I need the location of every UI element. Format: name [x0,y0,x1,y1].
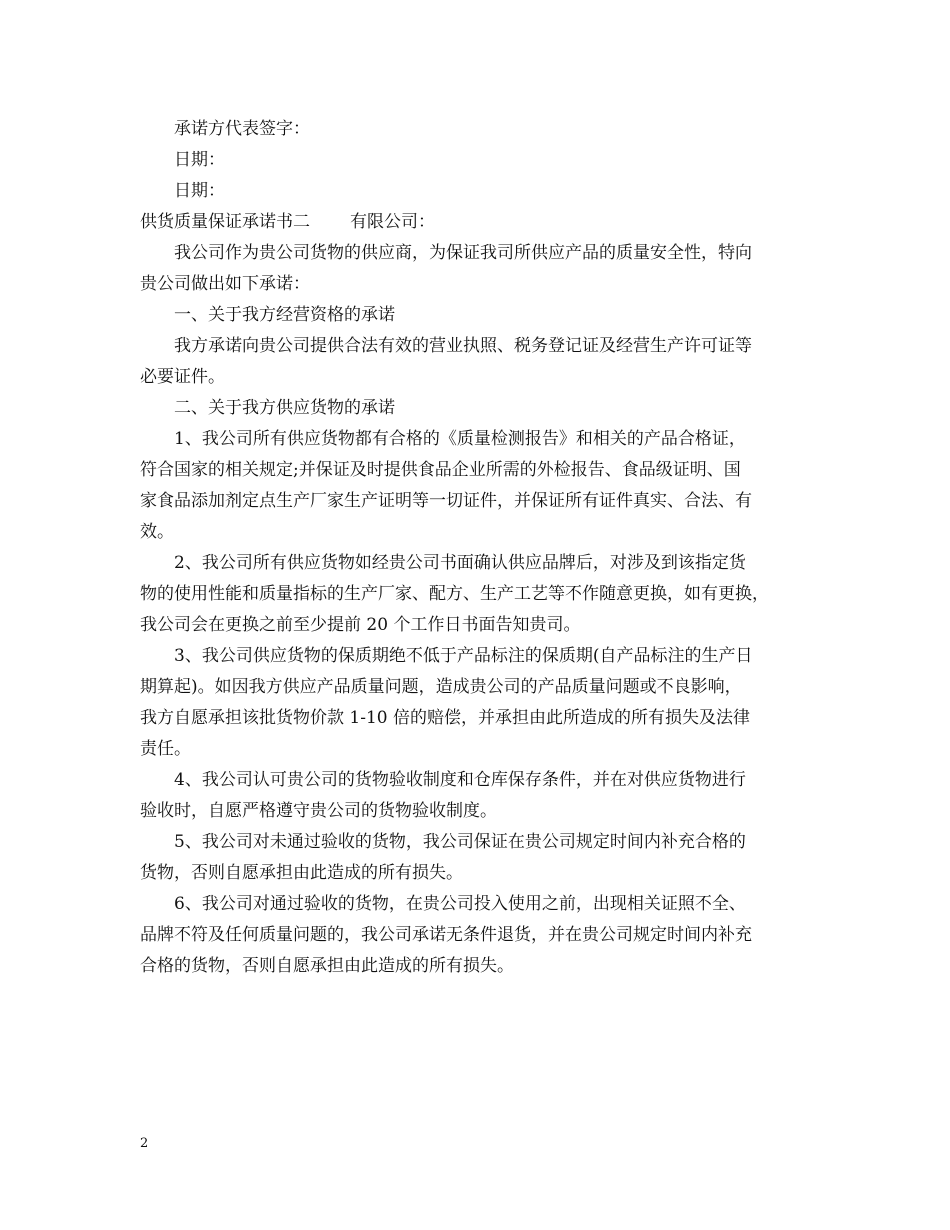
date-line-2 [140,176,812,207]
item-6-line-3: 合格的货物，否则自愿承担由此造成的所有损失。 [140,956,514,976]
document-body [140,114,812,982]
page-number: 2 [140,1136,149,1151]
signature-line [140,114,812,145]
item-3-line-3: 我方自愿承担该批货物价款 1-10 倍的赔偿，并承担由此所造成的所有损失及法律 [140,708,750,728]
date-line-1 [140,145,812,176]
section-2-title: 二、关于我方供应货物的承诺 [174,398,395,418]
item-3-line-1: 3、我公司供应货物的保质期绝不低于产品标注的保质期(自产品标注的生产日 [174,646,753,666]
item-1-line-2: 符合国家的相关规定;并保证及时提供食品企业所需的外检报告、食品级证明、国 [140,460,741,480]
heading-addressee: 有限公司： [350,212,435,232]
date-label-2: 日期： [174,181,225,201]
item-3-paragraph [140,641,812,672]
item-6-line-1: 6、我公司对通过验收的货物，在贵公司投入使用之前，出现相关证照不全、 [174,894,746,914]
heading-title: 供货质量保证承诺书二 [140,212,310,232]
item-1-line-3: 家食品添加剂定点生产厂家生产证明等一切证件，并保证所有证件真实、合法、有 [140,491,752,511]
item-2-line-3: 我公司会在更换之前至少提前 20 个工作日书面告知贵司。 [140,615,581,635]
section-1-title: 一、关于我方经营资格的承诺 [174,305,395,325]
item-2-line-1: 2、我公司所有供应货物如经贵公司书面确认供应品牌后，对涉及到该指定货 [174,553,746,573]
item-2-line-2: 物的使用性能和质量指标的生产厂家、配方、生产工艺等不作随意更换，如有更换， [140,584,769,604]
section-1-line-2: 必要证件。 [140,367,225,387]
item-6-line-2: 品牌不符及任何质量问题的，我公司承诺无条件退货，并在贵公司规定时间内补充 [140,925,752,945]
item-2-paragraph [140,548,812,579]
intro-line-2: 贵公司做出如下承诺： [140,274,310,294]
section-1-line-1: 我方承诺向贵公司提供合法有效的营业执照、税务登记证及经营生产许可证等 [174,336,752,356]
section-1-paragraph [140,331,812,362]
document-heading [140,207,812,238]
intro-line-1: 我公司作为贵公司货物的供应商，为保证我司所供应产品的质量安全性，特向 [174,243,752,263]
item-5-line-2: 货物，否则自愿承担由此造成的所有损失。 [140,863,463,883]
item-3-line-2: 期算起)。如因我方供应产品质量问题，造成贵公司的产品质量问题或不良影响， [140,677,742,697]
item-4-line-1: 4、我公司认可贵公司的货物验收制度和仓库保存条件，并在对供应货物进行 [174,770,746,790]
item-5-paragraph [140,827,812,858]
item-1-paragraph [140,424,812,455]
date-label-1: 日期： [174,150,225,170]
item-5-line-1: 5、我公司对未通过验收的货物，我公司保证在贵公司规定时间内补充合格的 [174,832,746,852]
signature-label: 承诺方代表签字： [174,119,310,139]
item-6-paragraph [140,889,812,920]
item-4-paragraph [140,765,812,796]
item-3-line-4: 责任。 [140,739,191,759]
item-1-line-4: 效。 [140,522,174,542]
item-1-line-1: 1、我公司所有供应货物都有合格的《质量检测报告》和相关的产品合格证， [174,429,746,449]
item-4-line-2: 验收时，自愿严格遵守贵公司的货物验收制度。 [140,801,497,821]
intro-paragraph [140,238,812,269]
